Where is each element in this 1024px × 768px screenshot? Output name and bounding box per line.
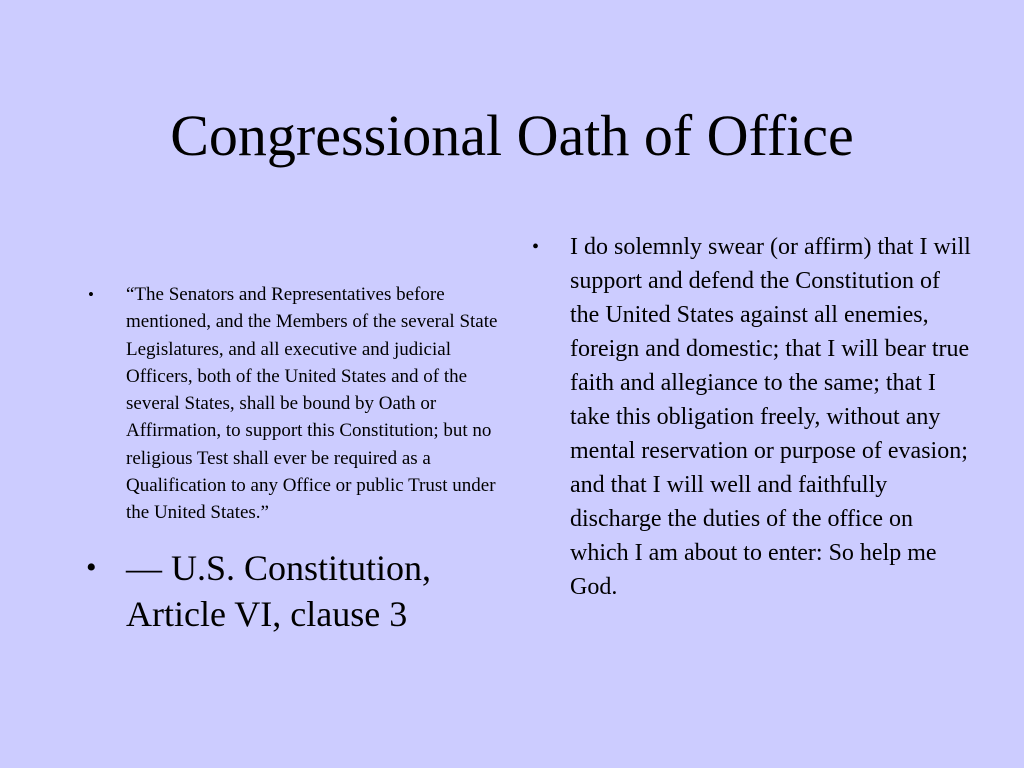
right-column (532, 230, 972, 604)
bullet-icon: • (88, 285, 94, 304)
bullet-icon: • (532, 236, 540, 258)
constitution-quote-text: “The Senators and Representatives before mentioned, and the Members of the several State Legislatures, and all executive and judicial Officers, both of the United States and of the several States, shall be bound by Oath or Affirmation, to support this Constitution; but no religious Test shall ever be required as a Qualification to any Office or public Trust under the United States.” (126, 284, 498, 524)
constitution-quote-item (84, 281, 504, 527)
left-column (84, 281, 504, 637)
slide-title: Congressional Oath of Office (170, 103, 854, 168)
bullet-icon: • (86, 550, 97, 584)
citation-text: — U.S. Constitution, Article VI, clause 3 (126, 547, 432, 634)
oath-text: I do solemnly swear (or affirm) that I will support and defend the Constitution of the United States against all enemies, foreign and domestic; that I will bear true faith and allegiance to the same; that I take this obligation freely, without any mental reservation or purpose of evasion; and that I will well and faithfully discharge the duties of the office on which I am about to enter: So help me God. (570, 234, 971, 600)
citation-item (84, 545, 504, 637)
oath-item (532, 230, 972, 604)
